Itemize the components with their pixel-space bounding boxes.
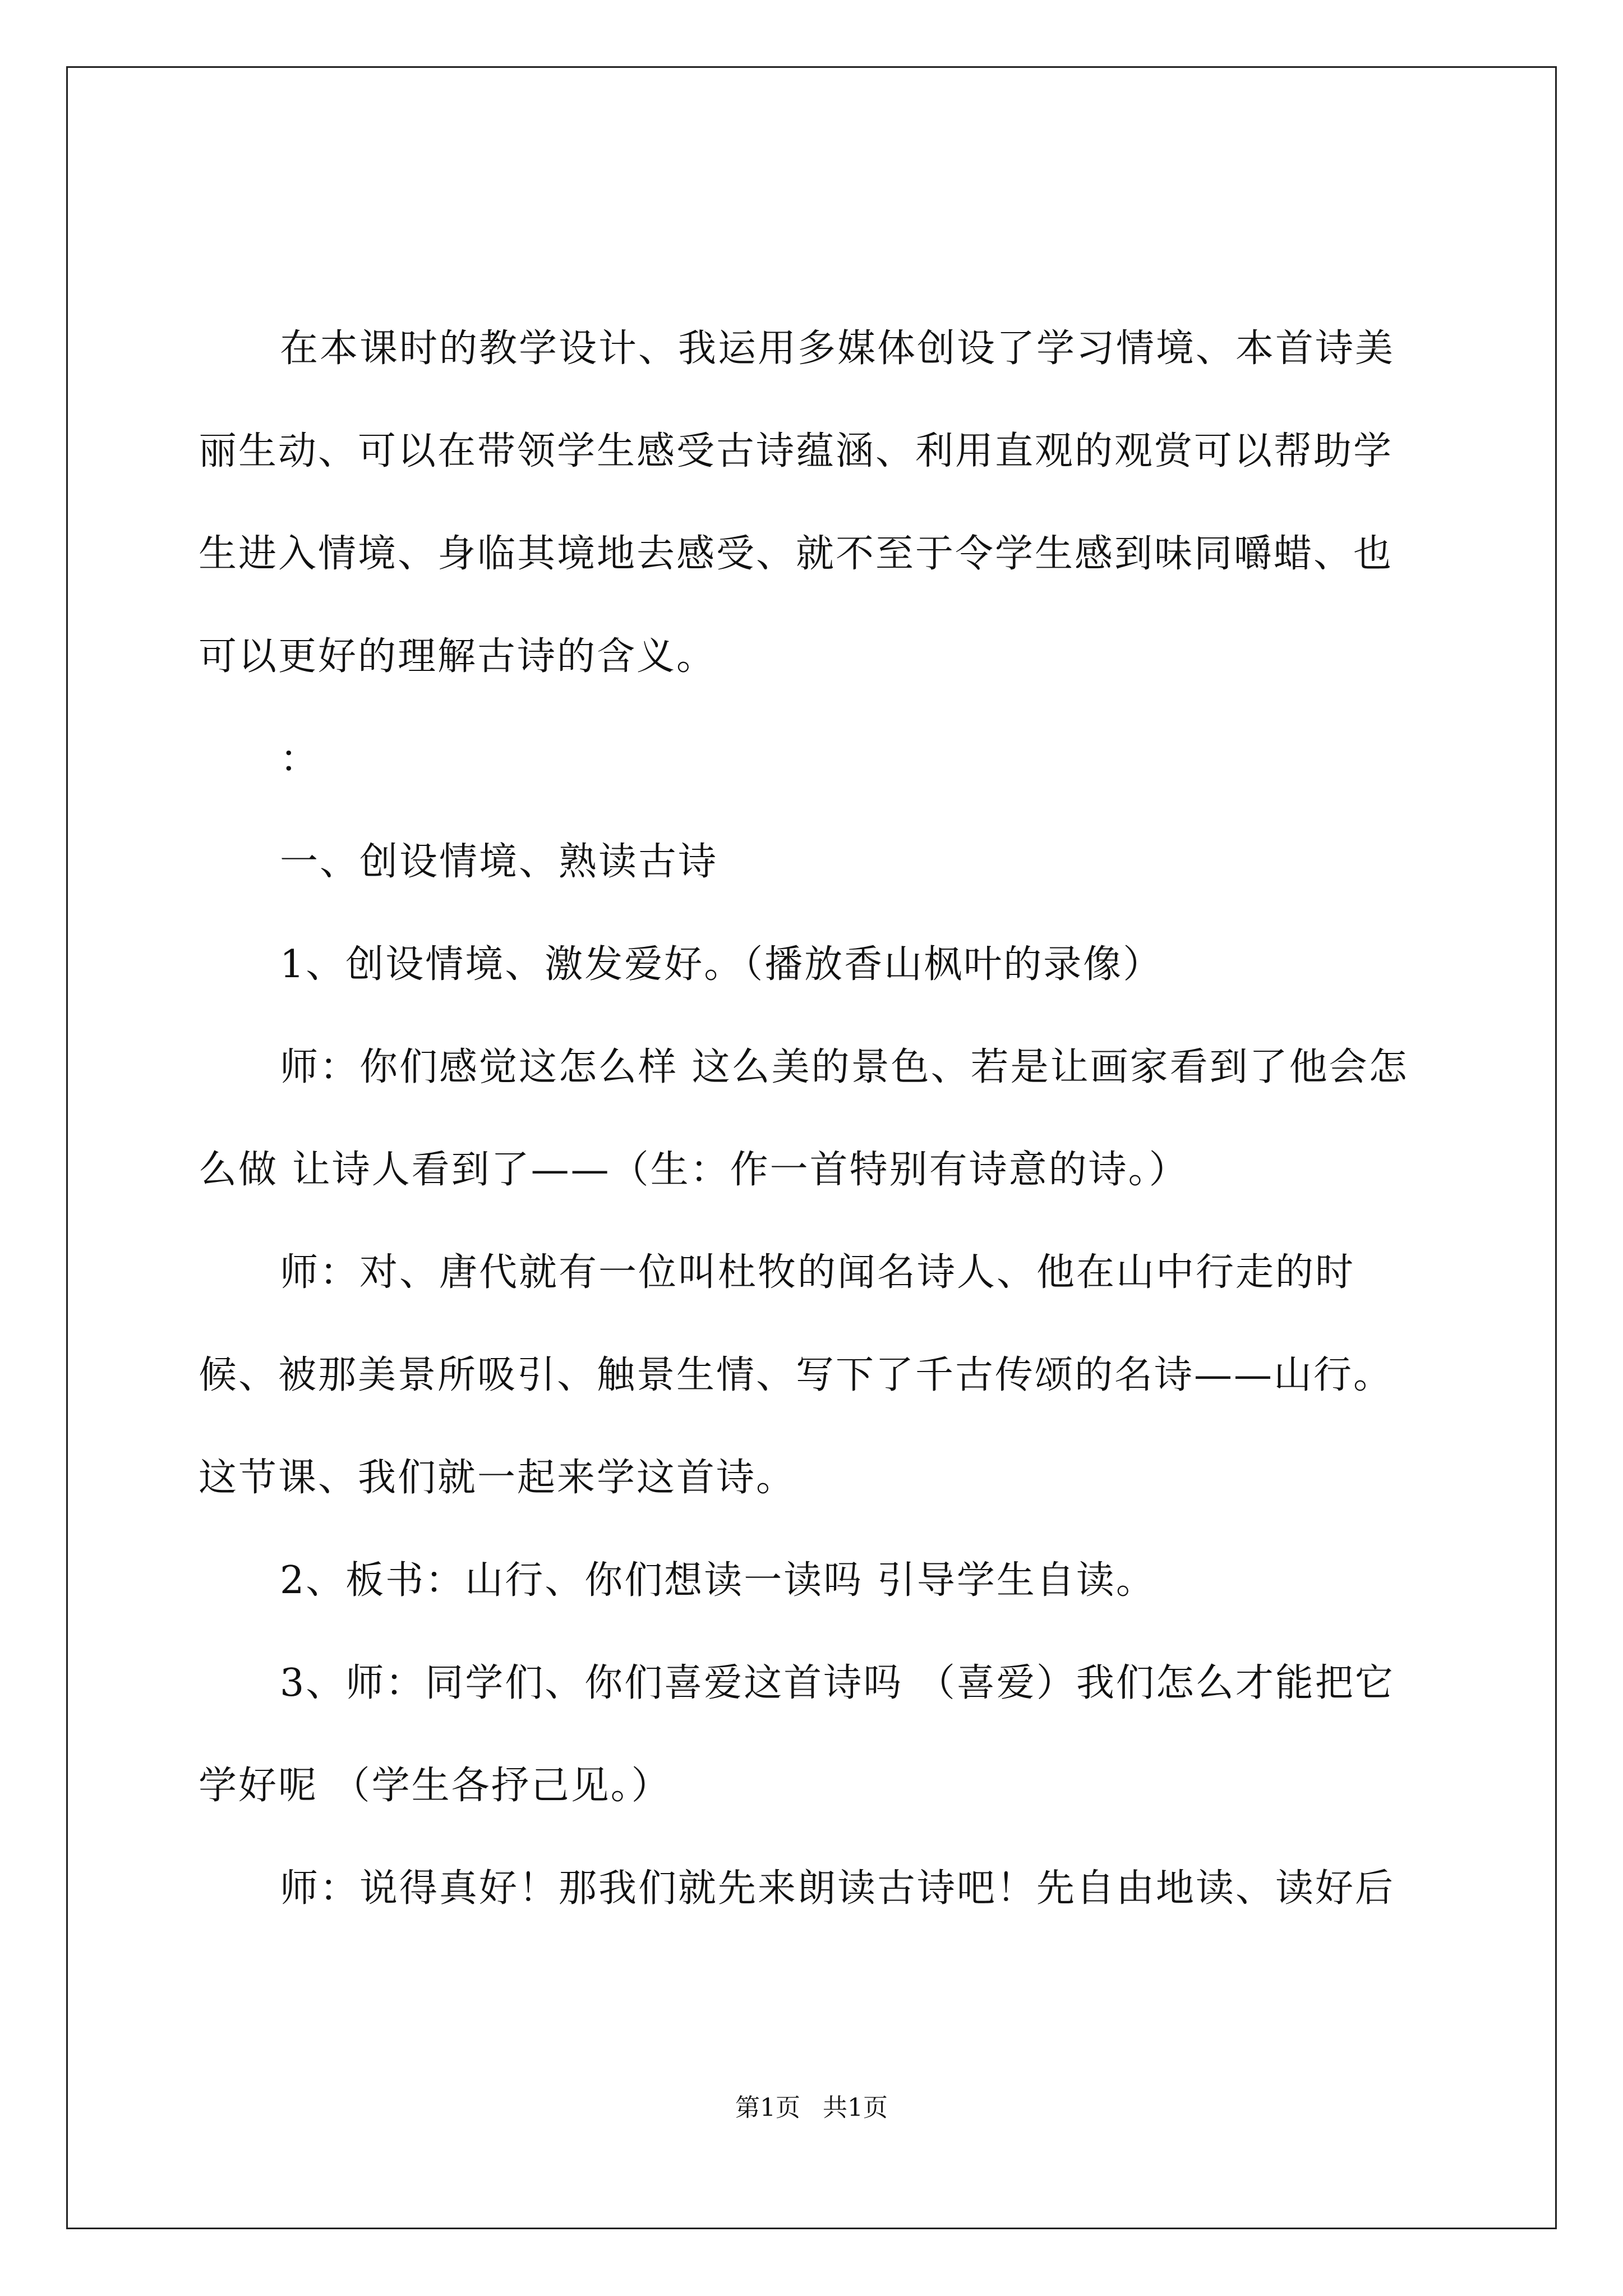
paragraph-8: 3、师：同学们、你们喜爱这首诗吗 （喜爱）我们怎么才能把它学好呢 （学生各抒己见。） (199, 1661, 1395, 1808)
page-footer (0, 2091, 1623, 2125)
document-body (199, 297, 1432, 1940)
paragraph-1: 在本课时的教学设计、我运用多媒体创设了学习情境、本首诗美丽生动、可以在带领学生感受古诗蕴涵、利用直观的观赏可以帮助学生进入情境、身临其境地去感受、就不至于令学生感到味同嚼蜡、也可以更好的理解古诗的含义。 (199, 326, 1395, 679)
section-heading: 一、创设情境、熟读古诗 (280, 840, 718, 884)
paragraph-9: 师：说得真好！那我们就先来朗读古诗吧！先自由地读、读好后 (280, 1866, 1395, 1911)
page-total: 共1页 (823, 2093, 888, 2122)
page-current: 第1页 (735, 2093, 800, 2122)
paragraph-5: 师：你们感觉这怎么样 这么美的景色、若是让画家看到了他会怎么做 让诗人看到了——（生：作一首特别有诗意的诗。） (199, 1045, 1409, 1192)
paragraph-2: ： (280, 737, 320, 781)
paragraph-7: 2、板书：山行、你们想读一读吗 引导学生自读。 (280, 1558, 1156, 1603)
paragraph-4: 1、创设情境、激发爱好。（播放香山枫叶的录像） (280, 942, 1163, 987)
paragraph-6: 师：对、唐代就有一位叫杜牧的闻名诗人、他在山中行走的时候、被那美景所吸引、触景生情、写下了千古传颂的名诗——山行。这节课、我们就一起来学这首诗。 (199, 1250, 1394, 1500)
